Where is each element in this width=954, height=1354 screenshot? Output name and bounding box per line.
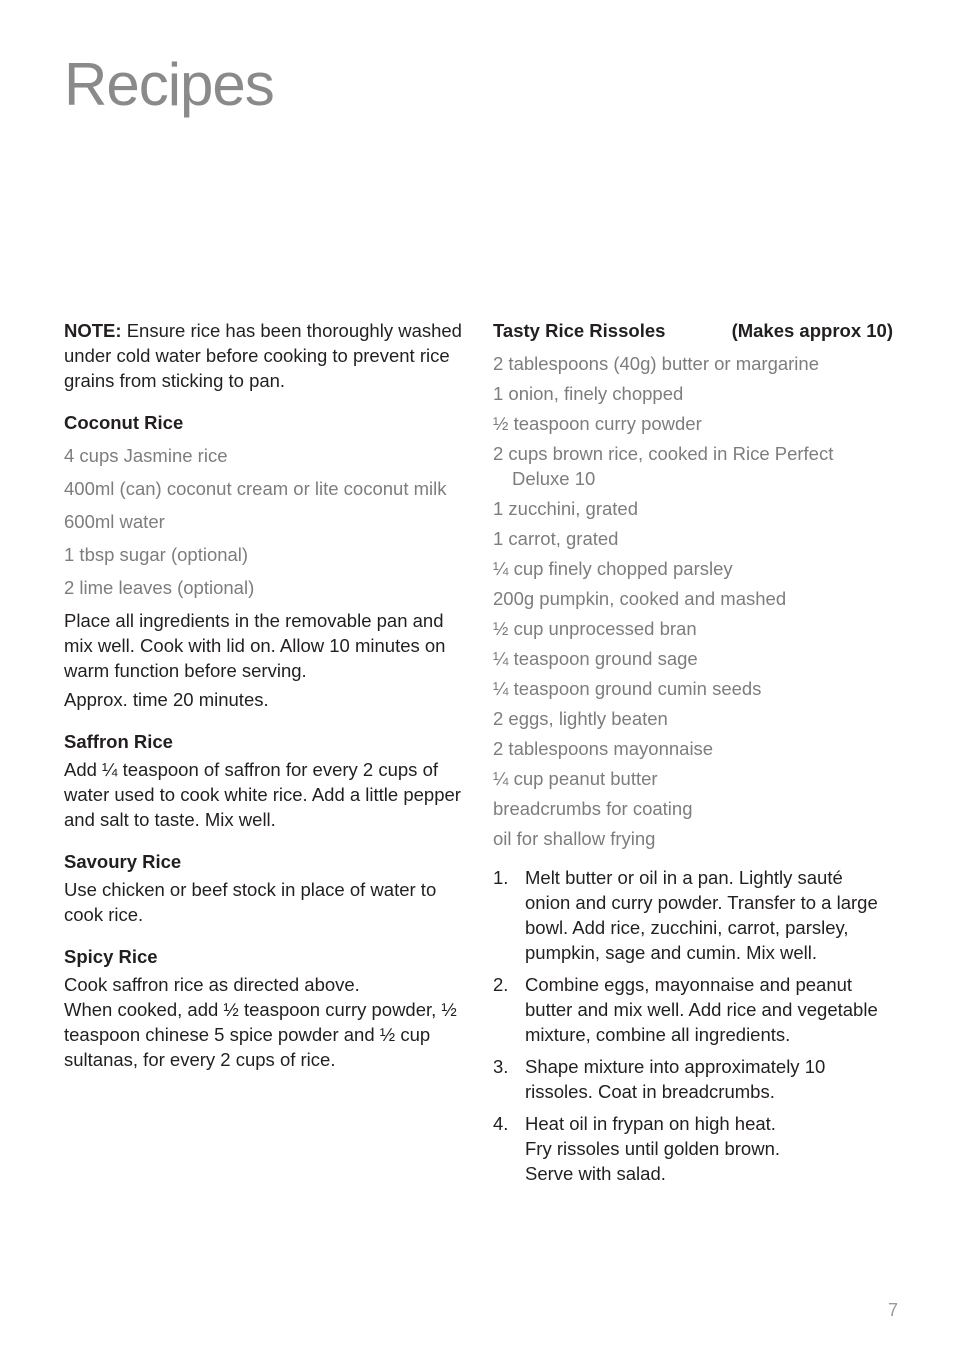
page-number: 7	[888, 1300, 899, 1320]
ingredient: 1 onion, finely chopped	[493, 383, 684, 404]
ingredient: 2 tablespoons (40g) butter or margarine	[493, 353, 819, 374]
right-column	[493, 318, 893, 1193]
step-number: 4.	[493, 1113, 509, 1134]
ingredient: 4 cups Jasmine rice	[64, 445, 228, 466]
note-text: Ensure rice has been thoroughly washed under cold water before cooking to prevent rice grains from sticking to pan.	[64, 320, 462, 391]
left-column	[64, 318, 464, 1089]
rissoles-ingredients	[493, 351, 893, 851]
spicy-rice-section	[64, 944, 464, 1072]
ingredient: 1 zucchini, grated	[493, 498, 639, 519]
step-text: Melt butter or oil in a pan. Lightly sauté onion and curry powder. Transfer to a large bowl. Add rice, zucchini, carrot, parsley, pumpkin, sage and cumin. Mix well.	[525, 867, 878, 963]
coconut-rice-method: Place all ingredients in the removable pan and mix well. Cook with lid on. Allow 10 minutes on warm function before serving.	[64, 610, 446, 681]
ingredient: ¼ teaspoon ground sage	[493, 648, 698, 669]
step-number: 3.	[493, 1056, 509, 1077]
ingredient: 2 lime leaves (optional)	[64, 577, 255, 598]
ingredient: ¼ cup finely chopped parsley	[493, 558, 733, 579]
ingredient: ½ teaspoon curry powder	[493, 413, 702, 434]
method-step	[493, 865, 893, 965]
saffron-rice-section	[64, 729, 464, 832]
coconut-rice-ingredients	[64, 443, 464, 600]
rissoles-header	[493, 318, 893, 343]
coconut-rice-heading: Coconut Rice	[64, 412, 184, 433]
saffron-rice-text: Add ¼ teaspoon of saffron for every 2 cups of water used to cook white rice. Add a little pepper and salt to taste. Mix well.	[64, 759, 461, 830]
coconut-rice-section	[64, 410, 464, 712]
step-number: 1.	[493, 867, 509, 888]
note-paragraph	[64, 318, 464, 393]
ingredient: breadcrumbs for coating	[493, 798, 693, 819]
ingredient: 400ml (can) coconut cream or lite coconut milk	[64, 478, 447, 499]
ingredient: 200g pumpkin, cooked and mashed	[493, 588, 787, 609]
ingredient: 2 cups brown rice, cooked in Rice Perfect Deluxe 10	[493, 443, 834, 489]
rissoles-heading: Tasty Rice Rissoles	[493, 320, 666, 341]
method-step	[493, 972, 893, 1047]
ingredient: 2 tablespoons mayonnaise	[493, 738, 714, 759]
savoury-rice-heading: Savoury Rice	[64, 851, 182, 872]
note-label: NOTE:	[64, 320, 122, 341]
savoury-rice-text: Use chicken or beef stock in place of water to cook rice.	[64, 879, 437, 925]
ingredient: 2 eggs, lightly beaten	[493, 708, 668, 729]
ingredient: 1 tbsp sugar (optional)	[64, 544, 249, 565]
ingredient: oil for shallow frying	[493, 828, 656, 849]
ingredient: 1 carrot, grated	[493, 528, 619, 549]
rissoles-steps	[493, 865, 893, 1186]
spicy-rice-text: Cook saffron rice as directed above. When cooked, add ½ teaspoon curry powder, ½ teaspoon chinese 5 spice powder and ½ cup sultanas, for every 2 cups of rice.	[64, 974, 457, 1070]
spicy-rice-heading: Spicy Rice	[64, 946, 158, 967]
step-text: Combine eggs, mayonnaise and peanut butter and mix well. Add rice and vegetable mixture, combine all ingredients.	[525, 974, 878, 1045]
savoury-rice-section	[64, 849, 464, 927]
page-title: Recipes	[64, 51, 274, 118]
rissoles-yield: (Makes approx 10)	[731, 320, 893, 341]
method-step	[493, 1054, 893, 1104]
step-text: Shape mixture into approximately 10 rissoles. Coat in breadcrumbs.	[525, 1056, 826, 1102]
method-step	[493, 1111, 893, 1186]
ingredient: ¼ cup peanut butter	[493, 768, 658, 789]
ingredient: 600ml water	[64, 511, 165, 532]
coconut-rice-time: Approx. time 20 minutes.	[64, 689, 269, 710]
ingredient: ½ cup unprocessed bran	[493, 618, 697, 639]
step-number: 2.	[493, 974, 509, 995]
step-text: Heat oil in frypan on high heat. Fry rissoles until golden brown. Serve with salad.	[525, 1113, 780, 1184]
saffron-rice-heading: Saffron Rice	[64, 731, 173, 752]
ingredient: ¼ teaspoon ground cumin seeds	[493, 678, 762, 699]
